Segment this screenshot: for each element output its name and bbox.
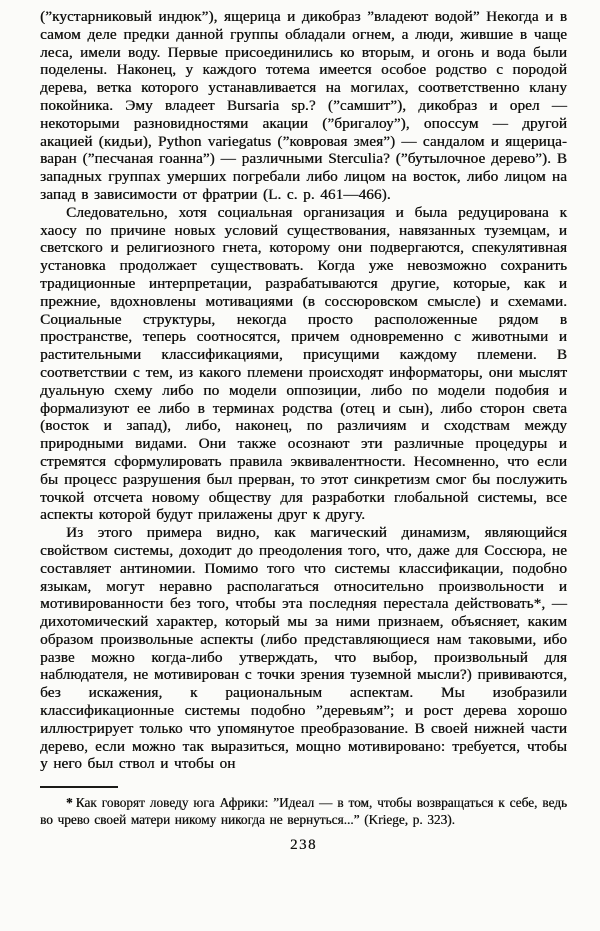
footnote-divider xyxy=(40,786,118,788)
paragraph-continuation: (”кустарниковый индюк”), ящерица и дикобраз ”владеют водой” Некогда и в самом деле предки данной группы обладали огнем, а люди, жившие в чаще леса, имели воду. Первые присоединились ко вторым, и огонь и вода были поделены. Наконец, у каждого тотема имеется особое родство с породой дерева, ветка которого устанавливается на могилах, соответственно клану покойника. Эму владеет Bursaria sp.? (”самшит”), дикобраз и орел — некоторыми разновидностями акации (”бригалоу”), опоссум — другой акацией (кидьи), Python variegatus (”ковровая змея”) — сандалом и ящерица-варан (”песчаная гоанна”) — различными Sterculia? (”бутылочное дерево”). В западных группах умерших погребали либо лицом на восток, либо лицом на запад в зависимости от фратрии (L. c. p. 461—466). xyxy=(40,8,567,203)
footnote-area xyxy=(40,786,567,828)
page-number: 238 xyxy=(290,837,317,854)
footnote xyxy=(40,795,567,828)
paragraph-3: Из этого примера видно, как магический динамизм, являющийся свойством системы, доходит до преодоления того, что, даже для Соссюра, не составляет антиномии. Помимо того что системы классификации, подобно языкам, могут неравно располагаться относительно произвольности и мотивированности без того, чтобы эта последняя перестала действовать*, — дихотомический характер, который мы за ними признаем, объясняет, каким образом произвольные аспекты (либо представляющиеся нам таковыми, ибо разве можно когда-либо утверждать, что выбор, произвольный для наблюдателя, не мотивирован с точки зрения туземной мысли?) прививаются, без искажения, к рациональным аспектам. Мы изобразили классификационные системы подобно ”деревьям”; и рост дерева хорошо иллюстрирует только что упомянутое преобразование. В своей нижней части дерево, если можно так выразиться, мощно мотивировано: требуется, чтобы у него был ствол и чтобы он xyxy=(40,524,567,773)
footnote-marker: * xyxy=(66,795,73,811)
main-text-block xyxy=(40,8,567,773)
paragraph-2: Следовательно, хотя социальная организация и была редуцирована к хаосу по причине новых условий существования, навязанных туземцам, и светского и религиозного гнета, которому они подвергаются, спекулятивная установка продолжает существовать. Когда уже невозможно сохранить традиционные интерпретации, разрабатываются другие, которые, как и прежние, вдохновлены мотивациями (в соссюровском смысле) и схемами. Социальные структуры, некогда просто расположенные рядом в пространстве, теперь соотносятся, причем одновременно с животными и растительными классификациями, присущими каждому племени. В соответствии с тем, из какого племени происходят информаторы, они мыслят дуальную схему либо по модели оппозиции, либо по модели подобия и формализуют ее либо в терминах родства (отец и сын), либо сторон света (восток и запад), либо, наконец, по различиям и сходствам между природными видами. Они также осознают эти различные процедуры и стремятся сформулировать правила эквивалентности. Несомненно, что если бы процесс разрушения был прерван, то этот синкретизм смог бы послужить точкой отсчета новому обществу для разработки глобальной системы, все аспекты которой будут прилажены друг к другу. xyxy=(40,203,567,524)
footnote-text: Как говорят ловеду юга Африки: ”Идеал — в том, чтобы возвращаться к себе, ведь во чрево своей матери никому никогда не вернуться...” (Kriege, p. 323). xyxy=(40,795,567,827)
